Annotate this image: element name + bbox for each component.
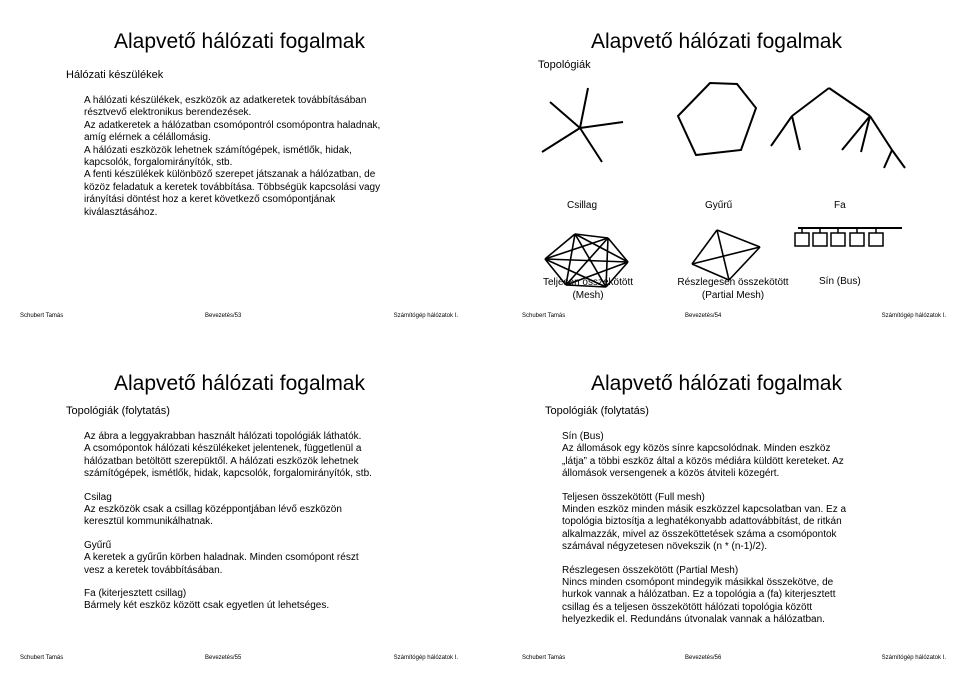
body-line: irányítási döntést hoz a keret következő csomópontjának — [84, 194, 336, 206]
section-line: Nincs minden csomópont mindegyik másikkal összekötve, de — [562, 577, 834, 589]
body-line: kiválasztásához. — [84, 206, 158, 218]
intro-line: A csomópontok hálózati készülékeket jelentenek, függetlenül a — [84, 443, 362, 455]
body-line: kapcsolók, forgalomirányítók, stb. — [84, 157, 233, 169]
slide-53 — [0, 0, 480, 342]
section-line: Az eszközök csak a csillag középpontjában lévő eszközön — [84, 504, 342, 516]
footer-course: Számítógép hálózatok I. — [881, 313, 946, 319]
bus-topology — [795, 228, 902, 246]
label-tree: Fa — [834, 200, 846, 211]
slide-title: Alapvető hálózati fogalmak — [591, 30, 842, 53]
body-line: résztvevő elektronikus berendezések. — [84, 107, 252, 119]
section-heading: Fa (kiterjesztett csillag) — [84, 588, 187, 600]
body-line: A hálózati eszközök lehetnek számítógépek, ismétlők, hidak, — [84, 144, 352, 156]
section-line: helyezkedik el. Redundáns útvonalak vannak a hálózatban. — [562, 614, 825, 626]
slide-55 — [0, 342, 480, 684]
ring-topology — [678, 83, 756, 155]
section-line: számával négyzetesen növekszik (n * (n-1)/2). — [562, 541, 768, 553]
slide-body — [84, 431, 464, 613]
intro-line: hálózatban betöltött szerepüktől. A hálózati eszközök lehetnek — [84, 455, 359, 467]
footer-author: Schubert Tamás — [20, 655, 64, 661]
section-line: A keretek a gyűrűn körben haladnak. Minden csomópont részt — [84, 552, 359, 564]
section-heading: Sín (Bus) — [562, 431, 604, 442]
section-line: hurkok vannak a hálózatban. Ez a topológia a (fa) kiterjesztett — [562, 589, 836, 601]
section-heading: Teljesen összekötött (Full mesh) — [562, 491, 705, 503]
footer-course: Számítógép hálózatok I. — [393, 313, 458, 319]
label-partial-mesh — [668, 277, 798, 302]
section-line: „látja” a többi eszköz által a közös médiára küldött kereteket. Az — [562, 455, 844, 467]
footer-author: Schubert Tamás — [522, 313, 566, 319]
partial-mesh-topology — [692, 230, 760, 280]
section-heading: Részlegesen összekötött (Partial Mesh) — [562, 564, 739, 576]
body-line: A fenti készülékek különböző szerepet játszanak a hálózatban, de — [84, 169, 376, 181]
label-full-mesh — [528, 277, 648, 302]
footer-author: Schubert Tamás — [20, 313, 64, 319]
intro-line: számítógépek, ismétlők, hidak, kapcsolók, forgalomirányítók, stb. — [84, 468, 372, 480]
section-heading: Csilag — [84, 491, 112, 503]
body-line: Az adatkeretek a hálózatban csomópontról csomópontra haladnak, — [84, 119, 381, 131]
slide-title: Alapvető hálózati fogalmak — [591, 372, 842, 395]
section-line: csillag és a teljesen összekötött hálózati topológia között — [562, 601, 813, 613]
intro-line: Az ábra a leggyakrabban használt hálózati topológiák láthatók. — [84, 431, 362, 442]
footer-author: Schubert Tamás — [522, 655, 566, 661]
slide-56 — [480, 342, 960, 684]
footer-course: Számítógép hálózatok I. — [393, 655, 458, 661]
body-line: A hálózati készülékek, eszközök az adatkeretek továbbításában — [84, 95, 367, 106]
section-heading: Gyűrű — [84, 539, 112, 551]
footer-page: Bevezetés/55 — [205, 655, 242, 661]
slide-title: Alapvető hálózati fogalmak — [114, 30, 365, 53]
section-line: Az állomások egy közös sínre kapcsolódnak. Minden eszköz — [562, 443, 831, 455]
slide-subtitle: Topológiák (folytatás) — [66, 405, 170, 417]
section-line: topológia biztosítja a leghatékonyabb adattovábbítást, de ritkán — [562, 516, 842, 528]
section-line: Minden eszköz minden másik eszközzel kapcsolatban van. Ez a — [562, 504, 847, 516]
label-partial-mesh-line2: (Partial Mesh) — [701, 289, 765, 301]
slide-body — [562, 431, 952, 627]
label-full-mesh-line1: Teljesen összekötött — [542, 277, 634, 288]
slide-subtitle: Topológiák — [538, 59, 591, 71]
footer-page: Bevezetés/54 — [685, 313, 722, 319]
body-line: amíg elérnek a célállomásig. — [84, 132, 211, 144]
section-line: keresztül kommunikálhatnak. — [84, 516, 213, 528]
label-full-mesh-line2: (Mesh) — [572, 289, 604, 301]
section-line: állomások versengenek a közös átviteli közegért. — [562, 468, 780, 480]
footer-page: Bevezetés/53 — [205, 313, 242, 319]
section-line: vesz a keretek továbbításában. — [84, 564, 223, 576]
slide-subtitle: Hálózati készülékek — [66, 69, 164, 81]
tree-topology — [771, 88, 905, 168]
star-topology — [542, 88, 623, 162]
section-line: alkalmazzák, mivel az összeköttetések száma a csomópontok — [562, 528, 837, 540]
slide-subtitle: Topológiák (folytatás) — [545, 405, 649, 417]
section-line: Bármely két eszköz között csak egyetlen út lehetséges. — [84, 600, 330, 612]
label-ring: Gyűrű — [705, 200, 733, 211]
slide-54 — [480, 0, 960, 342]
slide-title: Alapvető hálózati fogalmak — [114, 372, 365, 395]
slide-body — [84, 95, 464, 219]
footer-page: Bevezetés/56 — [685, 655, 722, 661]
label-star: Csillag — [567, 200, 598, 211]
body-line: közöz feladatuk a keretek továbbítása. Többségük kapcsolási vagy — [84, 181, 381, 193]
label-partial-mesh-line1: Részlegesen összekötött — [677, 277, 789, 288]
label-bus: Sín (Bus) — [819, 276, 861, 287]
footer-course: Számítógép hálózatok I. — [881, 655, 946, 661]
